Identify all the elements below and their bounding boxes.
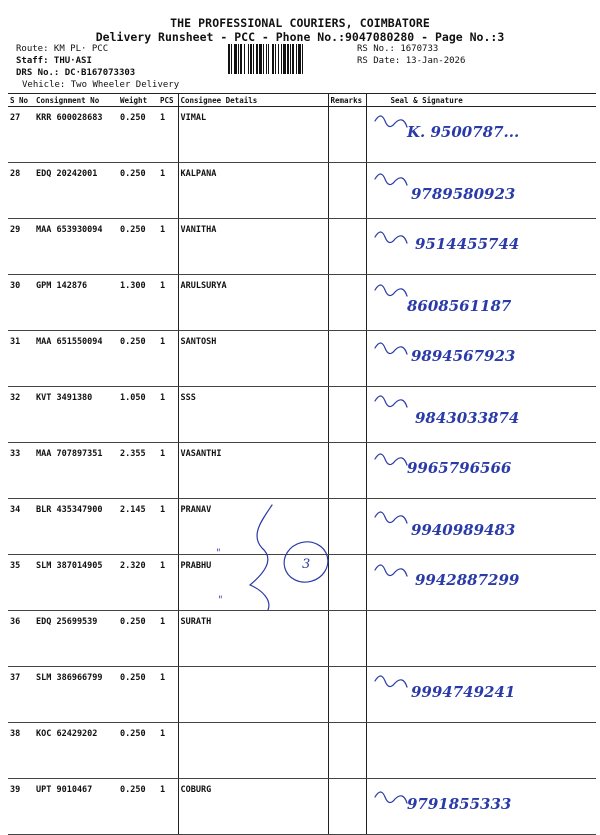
row-signature <box>366 779 596 835</box>
row-sno: 32 <box>8 387 34 443</box>
row-weight: 1.050 <box>118 387 158 443</box>
row-remarks <box>328 723 366 779</box>
handwritten-signature <box>367 443 597 491</box>
col-seal: Seal & Signature <box>366 94 596 107</box>
table-row <box>8 723 596 779</box>
row-consignment: SLM 386966799 <box>34 667 118 723</box>
row-weight: 0.250 <box>118 331 158 387</box>
row-sno: 39 <box>8 779 34 835</box>
circled-number: 3 <box>302 557 311 572</box>
barcode <box>228 44 354 74</box>
row-remarks <box>328 331 366 387</box>
row-consignee: COBURG <box>178 779 328 835</box>
row-consignment: EDQ 20242001 <box>34 163 118 219</box>
row-signature <box>366 723 596 779</box>
signature-stroke <box>375 174 407 185</box>
row-signature <box>366 275 596 331</box>
row-consignment: MAA 653930094 <box>34 219 118 275</box>
row-consignee: VIMAL <box>178 107 328 163</box>
row-signature <box>366 555 596 611</box>
signature-stroke <box>375 116 407 127</box>
row-consignment: KRR 600028683 <box>34 107 118 163</box>
row-signature <box>366 331 596 387</box>
row-remarks <box>328 555 366 611</box>
row-pcs: 1 <box>158 555 178 611</box>
row-remarks <box>328 163 366 219</box>
row-consignee: SANTOSH <box>178 331 328 387</box>
row-consignment: KVT 3491380 <box>34 387 118 443</box>
row-pcs: 1 <box>158 611 178 667</box>
row-weight: 0.250 <box>118 667 158 723</box>
handwritten-signature <box>367 219 597 267</box>
row-consignment: EDQ 25699539 <box>34 611 118 667</box>
signature-stroke <box>375 396 407 407</box>
row-signature <box>366 163 596 219</box>
row-remarks <box>328 443 366 499</box>
row-pcs: 1 <box>158 107 178 163</box>
row-consignee <box>178 723 328 779</box>
row-signature <box>366 611 596 667</box>
row-pcs: 1 <box>158 219 178 275</box>
row-consignment: MAA 707897351 <box>34 443 118 499</box>
row-consignee: SURATH <box>178 611 328 667</box>
table-row <box>8 387 596 443</box>
rs-date: RS Date: 13-Jan-2026 <box>357 56 466 66</box>
signature-stroke <box>375 676 407 687</box>
row-weight: 0.250 <box>118 611 158 667</box>
row-consignment: GPM 142876 <box>34 275 118 331</box>
row-sno: 34 <box>8 499 34 555</box>
row-consignment: BLR 435347900 <box>34 499 118 555</box>
row-consignee: ARULSURYA <box>178 275 328 331</box>
ditto-mark-2: " <box>218 595 223 606</box>
col-weight: Weight <box>118 94 158 107</box>
row-sno: 36 <box>8 611 34 667</box>
table-row <box>8 667 596 723</box>
row-pcs: 1 <box>158 779 178 835</box>
handwritten-signature <box>367 163 597 211</box>
vehicle-label: Vehicle: Two Wheeler Delivery <box>22 80 180 90</box>
handwritten-phone: 9514455744 <box>414 235 519 253</box>
signature-stroke <box>375 512 407 523</box>
signature-stroke <box>375 454 407 465</box>
handwritten-signature <box>367 779 597 827</box>
handwritten-phone: 8608561187 <box>406 297 511 315</box>
handwritten-phone: 9942887299 <box>414 571 519 589</box>
row-pcs: 1 <box>158 499 178 555</box>
row-pcs: 1 <box>158 443 178 499</box>
table-row <box>8 611 596 667</box>
row-weight: 1.300 <box>118 275 158 331</box>
handwritten-phone: K. 9500787... <box>406 123 519 141</box>
row-pcs: 1 <box>158 667 178 723</box>
drs-number: DRS No.: DC·B167073303 <box>16 68 136 78</box>
row-signature <box>366 387 596 443</box>
row-weight: 0.250 <box>118 107 158 163</box>
table-row <box>8 107 596 163</box>
row-signature <box>366 107 596 163</box>
company-title: THE PROFESSIONAL COURIERS, COIMBATORE <box>170 16 430 30</box>
row-consignment: SLM 387014905 <box>34 555 118 611</box>
runsheet-subtitle: Delivery Runsheet - PCC - Phone No.:9047080280 - Page No.:3 <box>95 30 505 44</box>
col-consignment: Consignment No <box>34 94 118 107</box>
handwritten-phone: 9994749241 <box>410 683 515 701</box>
row-pcs: 1 <box>158 275 178 331</box>
row-remarks <box>328 611 366 667</box>
signature-stroke <box>375 565 407 576</box>
row-sno: 38 <box>8 723 34 779</box>
row-weight: 2.355 <box>118 443 158 499</box>
table-row <box>8 443 596 499</box>
row-remarks <box>328 387 366 443</box>
signature-stroke <box>375 792 407 803</box>
row-weight: 2.320 <box>118 555 158 611</box>
table-row <box>8 499 596 555</box>
row-sno: 35 <box>8 555 34 611</box>
row-remarks <box>328 779 366 835</box>
col-pcs: PCS <box>158 94 178 107</box>
table-row <box>8 163 596 219</box>
row-consignee: PRABHU <box>178 555 328 611</box>
table-row <box>8 331 596 387</box>
row-weight: 0.250 <box>118 779 158 835</box>
table-row <box>8 779 596 835</box>
col-sno: S No <box>8 94 34 107</box>
col-remarks: Remarks <box>328 94 366 107</box>
table-row <box>8 555 596 611</box>
row-signature <box>366 219 596 275</box>
rs-number: RS No.: 1670733 <box>357 44 439 54</box>
handwritten-signature <box>367 387 597 435</box>
ditto-mark-1: " <box>216 548 221 559</box>
table-header-row <box>8 94 596 107</box>
handwritten-signature <box>367 275 597 323</box>
handwritten-signature <box>367 555 597 603</box>
row-sno: 28 <box>8 163 34 219</box>
row-pcs: 1 <box>158 163 178 219</box>
row-sno: 29 <box>8 219 34 275</box>
row-weight: 0.250 <box>118 219 158 275</box>
row-signature <box>366 667 596 723</box>
row-consignee: KALPANA <box>178 163 328 219</box>
row-remarks <box>328 275 366 331</box>
row-weight: 0.250 <box>118 723 158 779</box>
handwritten-signature <box>367 107 597 155</box>
runsheet-table <box>8 93 596 835</box>
signature-stroke <box>375 285 407 296</box>
row-pcs: 1 <box>158 723 178 779</box>
staff-label: Staff: THU·ASI <box>16 56 92 66</box>
handwritten-phone: 9791855333 <box>406 795 511 813</box>
row-consignee: VANITHA <box>178 219 328 275</box>
row-sno: 31 <box>8 331 34 387</box>
row-sno: 30 <box>8 275 34 331</box>
row-consignee: SSS <box>178 387 328 443</box>
signature-stroke <box>375 343 407 354</box>
row-weight: 0.250 <box>118 163 158 219</box>
row-signature <box>366 443 596 499</box>
row-remarks <box>328 667 366 723</box>
handwritten-phone: 9789580923 <box>410 185 515 203</box>
row-sno: 27 <box>8 107 34 163</box>
col-consignee: Consignee Details <box>178 94 328 107</box>
row-remarks <box>328 499 366 555</box>
row-sno: 37 <box>8 667 34 723</box>
row-pcs: 1 <box>158 331 178 387</box>
handwritten-phone: 9965796566 <box>406 459 511 477</box>
row-consignee <box>178 667 328 723</box>
signature-stroke <box>375 232 407 243</box>
row-weight: 2.145 <box>118 499 158 555</box>
row-signature <box>366 499 596 555</box>
row-consignment: KOC 62429202 <box>34 723 118 779</box>
handwritten-phone: 9894567923 <box>410 347 515 365</box>
row-sno: 33 <box>8 443 34 499</box>
row-consignment: UPT 9010467 <box>34 779 118 835</box>
row-remarks <box>328 107 366 163</box>
table-row <box>8 219 596 275</box>
route-label: Route: KM PL· PCC <box>16 44 109 54</box>
row-consignee: PRANAV <box>178 499 328 555</box>
handwritten-signature <box>367 667 597 715</box>
row-pcs: 1 <box>158 387 178 443</box>
row-consignee: VASANTHI <box>178 443 328 499</box>
table-row <box>8 275 596 331</box>
handwritten-phone: 9940989483 <box>410 521 515 539</box>
handwritten-signature <box>367 331 597 379</box>
handwritten-phone: 9843033874 <box>414 409 519 427</box>
handwritten-signature <box>367 499 597 547</box>
row-remarks <box>328 219 366 275</box>
row-consignment: MAA 651550094 <box>34 331 118 387</box>
